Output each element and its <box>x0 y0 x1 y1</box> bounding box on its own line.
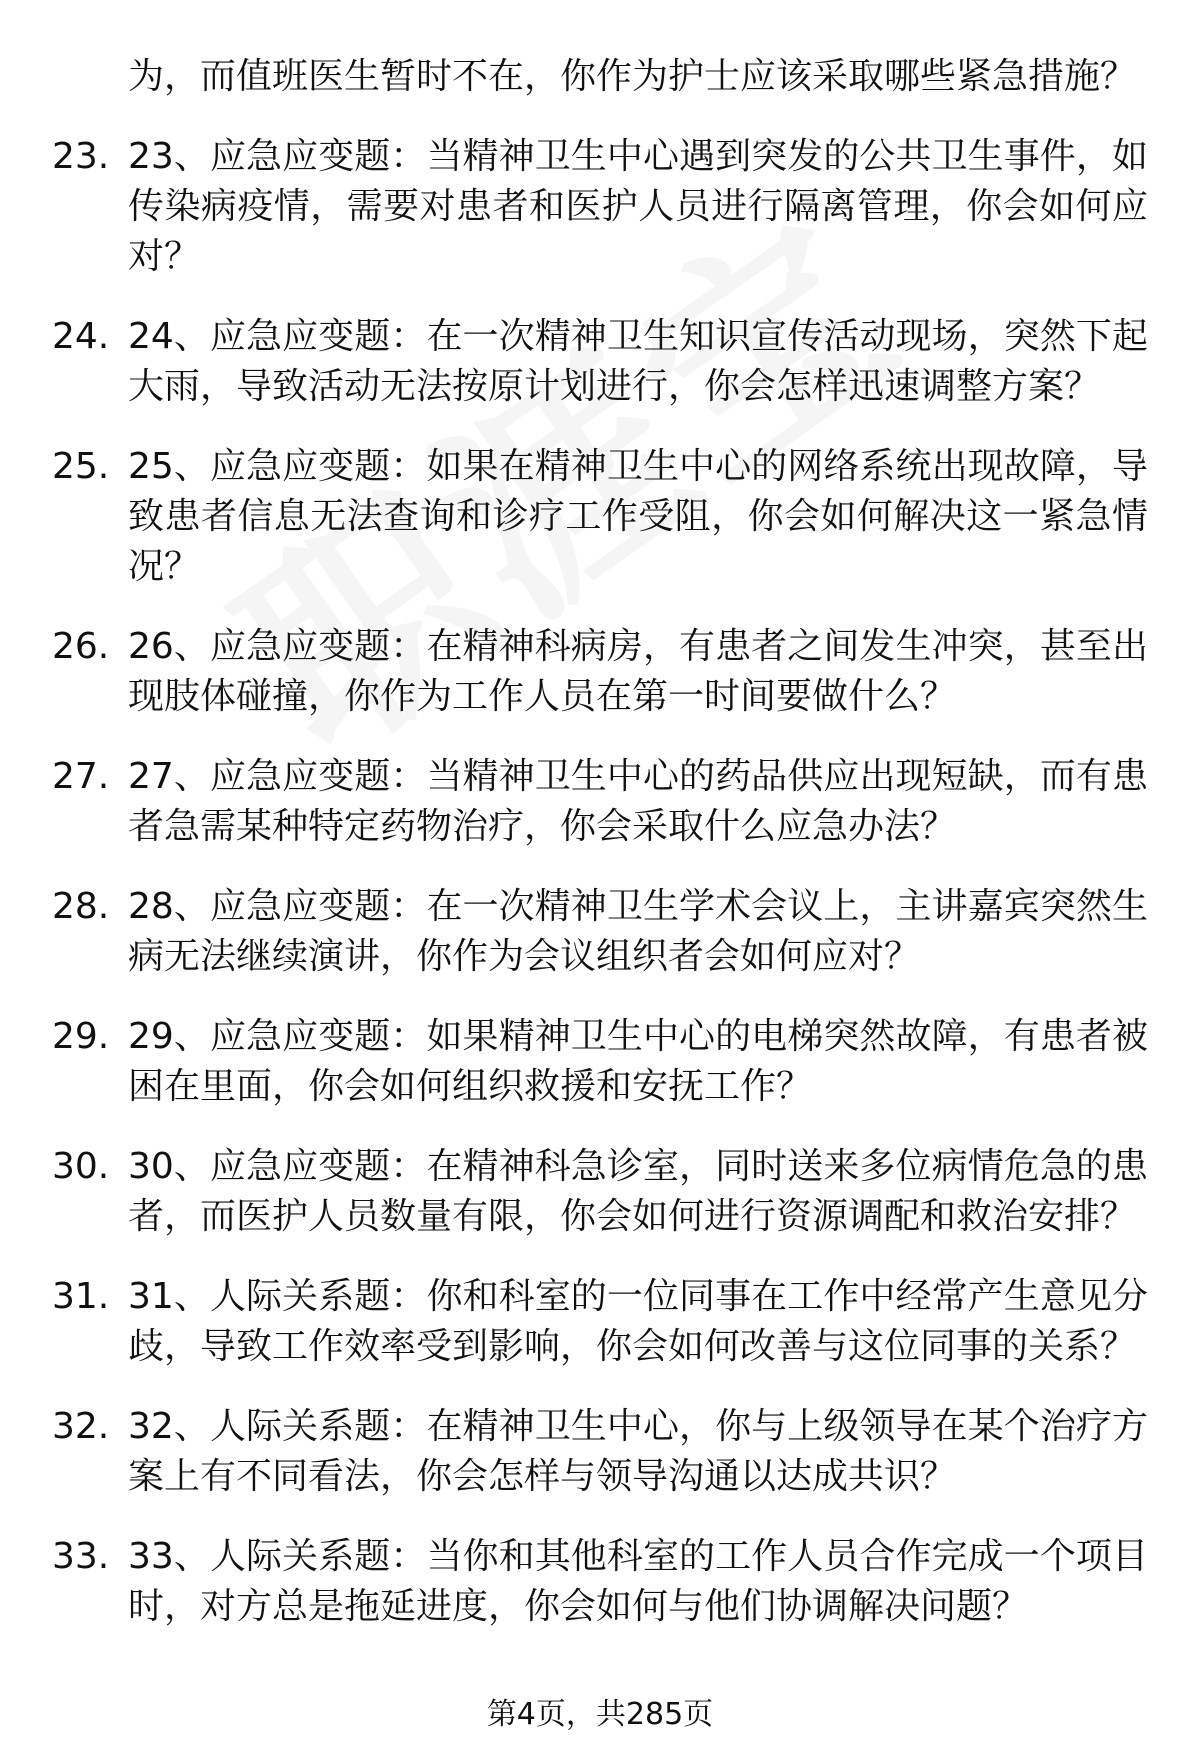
item-text: 32、人际关系题：在精神卫生中心，你与上级领导在某个治疗方案上有不同看法，你会怎样与领导沟通以达成共识？ <box>128 1406 1148 1497</box>
item-number: 28. <box>52 886 110 927</box>
item-number: 23. <box>52 136 110 177</box>
list-item <box>0 312 1200 412</box>
continuation-text: 为，而值班医生暂时不在，你作为护士应该采取哪些紧急措施？ <box>128 56 1137 97</box>
page-footer: 第4页，共285页 <box>486 1697 714 1732</box>
item-text: 27、应急应变题：当精神卫生中心的药品供应出现短缺，而有患者急需某种特定药物治疗，你会采取什么应急办法？ <box>128 756 1148 847</box>
question-list <box>0 52 1200 1662</box>
list-item <box>0 882 1200 982</box>
list-item <box>0 1272 1200 1372</box>
item-number: 32. <box>52 1406 110 1447</box>
list-item <box>0 1012 1200 1112</box>
list-item <box>0 1532 1200 1632</box>
list-item <box>0 622 1200 722</box>
item-number: 29. <box>52 1016 110 1057</box>
item-text: 24、应急应变题：在一次精神卫生知识宣传活动现场，突然下起大雨，导致活动无法按原计划进行，你会怎样迅速调整方案？ <box>128 316 1148 407</box>
item-text: 23、应急应变题：当精神卫生中心遇到突发的公共卫生事件，如传染病疫情，需要对患者和医护人员进行隔离管理，你会如何应对？ <box>128 136 1148 277</box>
item-number: 31. <box>52 1276 110 1317</box>
item-text: 33、人际关系题：当你和其他科室的工作人员合作完成一个项目时，对方总是拖延进度，你会如何与他们协调解决问题？ <box>128 1536 1148 1627</box>
list-item <box>0 442 1200 592</box>
item-number: 27. <box>52 756 110 797</box>
item-text: 31、人际关系题：你和科室的一位同事在工作中经常产生意见分歧，导致工作效率受到影响，你会如何改善与这位同事的关系？ <box>128 1276 1148 1367</box>
list-item <box>0 1402 1200 1502</box>
item-text: 30、应急应变题：在精神科急诊室，同时送来多位病情危急的患者，而医护人员数量有限，你会如何进行资源调配和救治安排？ <box>128 1146 1148 1237</box>
item-text: 26、应急应变题：在精神科病房，有患者之间发生冲突，甚至出现肢体碰撞，你作为工作人员在第一时间要做什么？ <box>128 626 1148 717</box>
item-number: 25. <box>52 446 110 487</box>
list-item <box>0 752 1200 852</box>
item-number: 26. <box>52 626 110 667</box>
list-item <box>0 1142 1200 1242</box>
item-text: 28、应急应变题：在一次精神卫生学术会议上，主讲嘉宾突然生病无法继续演讲，你作为会议组织者会如何应对？ <box>128 886 1148 977</box>
item-text: 25、应急应变题：如果在精神卫生中心的网络系统出现故障，导致患者信息无法查询和诊疗工作受阻，你会如何解决这一紧急情况？ <box>128 446 1148 587</box>
item-number: 30. <box>52 1146 110 1187</box>
item-number: 33. <box>52 1536 110 1577</box>
item-number: 24. <box>52 316 110 357</box>
item-text: 29、应急应变题：如果精神卫生中心的电梯突然故障，有患者被困在里面，你会如何组织救援和安抚工作？ <box>128 1016 1148 1107</box>
list-item <box>0 132 1200 282</box>
